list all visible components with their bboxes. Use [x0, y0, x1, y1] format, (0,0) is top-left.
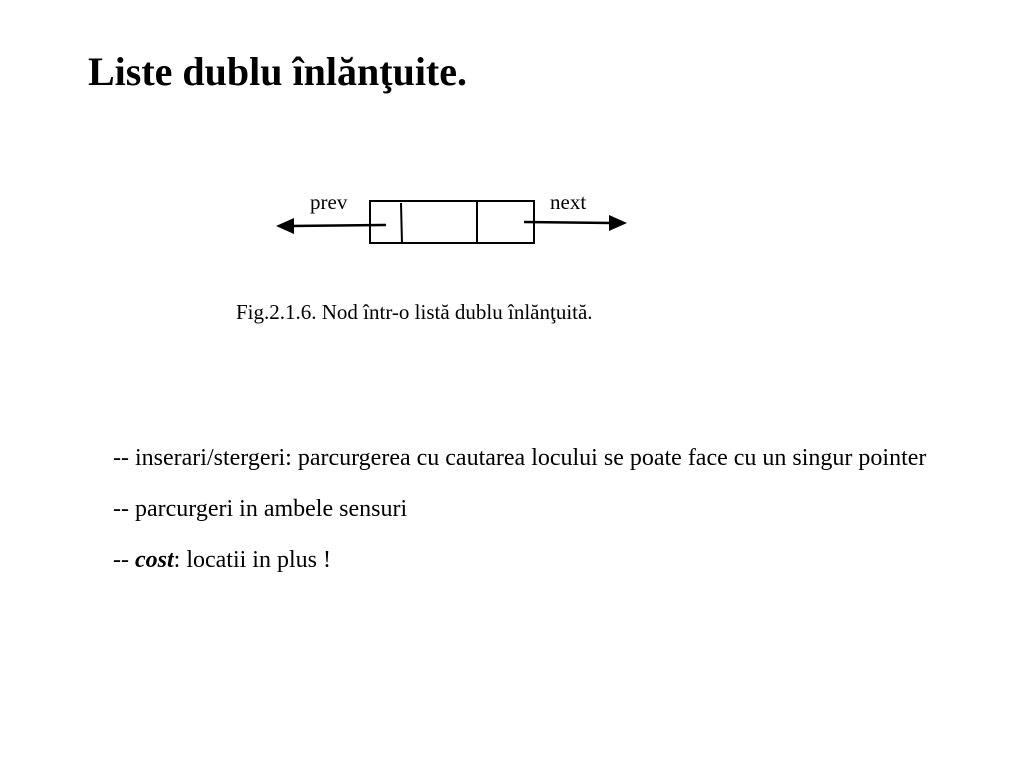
next-pointer-arrow	[524, 222, 612, 223]
prev-arrowhead	[276, 218, 294, 234]
cost-emphasis: cost	[134, 547, 174, 573]
next-label: next	[550, 190, 587, 214]
prev-label: prev	[310, 190, 348, 214]
node-box	[370, 201, 534, 243]
prev-field-divider	[401, 203, 402, 244]
bullet-item-cost	[113, 543, 933, 577]
next-arrowhead	[609, 215, 627, 231]
bullet-suffix: : locatii in plus !	[173, 547, 331, 573]
bullet-prefix: --	[113, 547, 135, 573]
bullet-list	[113, 441, 933, 594]
slide-title: Liste dublu înlănţuite.	[88, 49, 468, 94]
bullet-item: -- inserari/stergeri: parcurgerea cu cautarea locului se poate face cu un singur pointer	[113, 445, 927, 471]
bullet-item: -- parcurgeri in ambele sensuri	[113, 496, 408, 522]
prev-pointer-arrow	[290, 225, 386, 226]
figure-caption: Fig.2.1.6. Nod într-o listă dublu înlănţuită.	[236, 300, 593, 324]
